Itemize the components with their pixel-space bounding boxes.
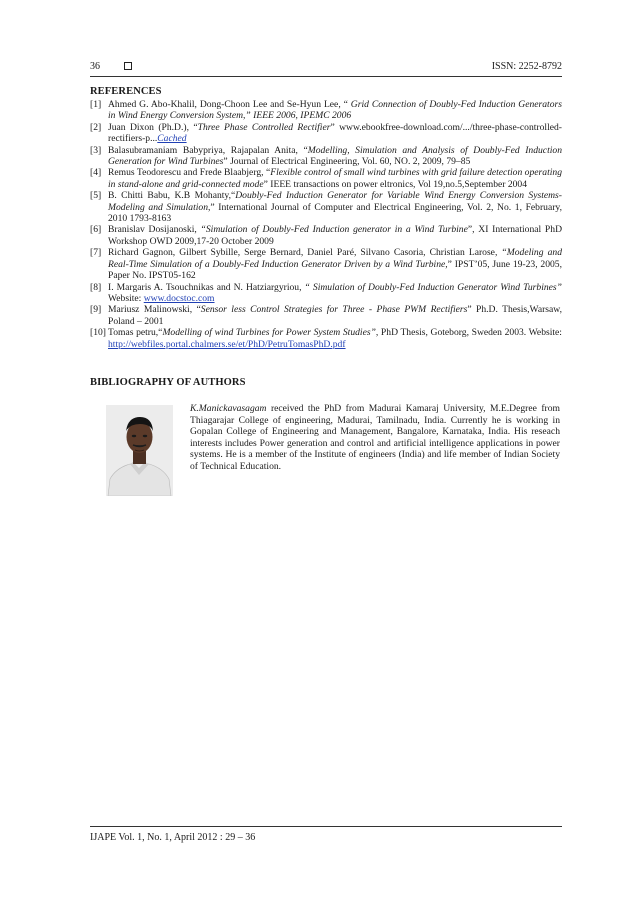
reference-item (90, 304, 562, 327)
reference-number: [7] (90, 247, 102, 259)
reference-number: [9] (90, 304, 102, 316)
reference-source: Website: (108, 292, 144, 304)
reference-source: ” IPST’05, June 19-23, 2005, Paper No. IPST05-162 (108, 258, 562, 282)
author-biography (190, 403, 560, 473)
reference-source: ” IEEE transactions on power eltronics, Vol 19,no.5,September 2004 (263, 178, 528, 190)
footer-rule (90, 826, 562, 827)
reference-title: Modelling, Simulation and Analysis of Doubly-Fed Induction Generation for Wind Turbines (108, 144, 562, 168)
reference-authors: Ahmed G. Abo-Khalil, Dong-Choon Lee and Se-Hyun Lee, “ (108, 99, 351, 110)
reference-authors: Richard Gagnon, Gilbert Sybille, Serge Bernard, Daniel Paré, Silvano Casoria, Christian Larose, (108, 247, 502, 259)
chalmers-thesis-link[interactable]: http://webfiles.portal.chalmers.se/et/PhD/PetruTomasPhD.pdf (108, 338, 346, 350)
reference-number: [1] (90, 99, 102, 110)
reference-source: , PhD Thesis, Goteborg, Sweden 2003. Website: (375, 327, 562, 339)
cached-link[interactable]: Cached (157, 133, 187, 145)
reference-number: [5] (90, 190, 102, 202)
reference-item (90, 327, 562, 350)
reference-source: ,” International Journal of Computer and Electrical Engineering, Vol. 2, No. 1, February, 2010 1793-8163 (108, 201, 563, 225)
references-heading: REFERENCES (90, 86, 162, 97)
reference-authors: Balasubramaniam Babypriya, Rajapalan Anita, “ (108, 144, 308, 156)
reference-authors: Tomas petru,“ (108, 327, 163, 339)
docstoc-link[interactable]: www.docstoc.com (143, 292, 215, 304)
reference-item (90, 167, 562, 190)
reference-item (90, 145, 562, 168)
reference-title: Modelling of wind Turbines for Power System Studies” (162, 327, 376, 339)
page-number: 36 (90, 61, 100, 72)
reference-authors: B. Chitti Babu, K.B Mohanty,“ (108, 190, 236, 202)
reference-item (90, 99, 562, 122)
reference-authors: Juan Dixon (Ph.D.), “ (108, 121, 198, 133)
reference-title: “Simulation of Doubly-Fed Induction generator in a Wind Turbine (200, 224, 468, 236)
reference-list (90, 99, 562, 350)
checkbox-square-icon (124, 62, 132, 70)
reference-source: ”, XI International PhD Workshop OWD 2009,17-20 October 2009 (108, 224, 562, 247)
biography-text: received the PhD from Madurai Kamaraj University, M.E.Degree from Thiagarajar College of engineering, Madurai, Tamilnadu, India. Currently he is working in Gopalan College of Engineering and Management, Bangalore, Karnataka, India. His reseach interests includes Power generation and control and artificial intelligence applications in power systems. He is a member of the Institute of engineers (India) and life member of Indian Society of Technical Education. (190, 403, 560, 472)
reference-number: [4] (90, 167, 102, 179)
reference-number: [8] (90, 281, 102, 293)
reference-item (90, 224, 562, 247)
reference-number: [10] (90, 327, 106, 339)
reference-title: Sensor less Control Strategies for Three - Phase PWM Rectifiers (200, 304, 468, 316)
page-header (90, 60, 562, 74)
issn-label: ISSN: 2252-8792 (491, 61, 562, 72)
reference-title: “Modeling and Real-Time Simulation of a Doubly-Fed Induction Generator Driven by a Wind Turbine, (108, 247, 562, 270)
header-rule (90, 76, 562, 77)
reference-item (90, 247, 562, 281)
page-footer: IJAPE Vol. 1, No. 1, April 2012 : 29 – 36 (90, 832, 256, 843)
reference-title: Doubly-Fed Induction Generator for Variable Wind Energy Conversion Systems- Modeling and Simulation (108, 190, 562, 213)
reference-number: [3] (90, 144, 102, 156)
reference-source: ” Journal of Electrical Engineering, Vol. 60, NO. 2, 2009, 79–85 (223, 156, 471, 168)
reference-number: [6] (90, 224, 102, 236)
reference-number: [2] (90, 121, 102, 133)
reference-title: “ Simulation of Doubly-Fed Induction Generator Wind Turbines” (304, 281, 562, 293)
reference-source: ” Ph.D. Thesis,Warsaw, Poland – 2001 (108, 304, 562, 327)
reference-item (90, 190, 562, 224)
reference-authors: Mariusz Malinowski, “ (108, 304, 201, 316)
reference-source: ” www.ebookfree-download.com/.../three-phase-controlled-rectifiers-p... (108, 121, 562, 145)
reference-item (90, 122, 562, 145)
reference-title: Flexible control of small wind turbines with grid failure detection operating in stand-alone and grid-connected mode (108, 167, 562, 190)
reference-item (90, 282, 562, 305)
author-photo (106, 405, 173, 496)
reference-title: Three Phase Controlled Rectifier (197, 121, 331, 133)
reference-title: Grid Connection of Doubly-Fed Induction Generators in Wind Energy Conversion System,” IEEE 2006, IPEMC 2006 (108, 99, 562, 122)
reference-authors: Branislav Dosijanoski, (108, 224, 201, 236)
author-name: K.Manickavasagam (190, 403, 267, 414)
reference-authors: Remus Teodorescu and Frede Blaabjerg, “ (108, 167, 271, 179)
bibliography-heading: BIBLIOGRAPHY OF AUTHORS (90, 377, 246, 388)
reference-authors: I. Margaris A. Tsouchnikas and N. Hatziargyriou, (108, 281, 305, 293)
